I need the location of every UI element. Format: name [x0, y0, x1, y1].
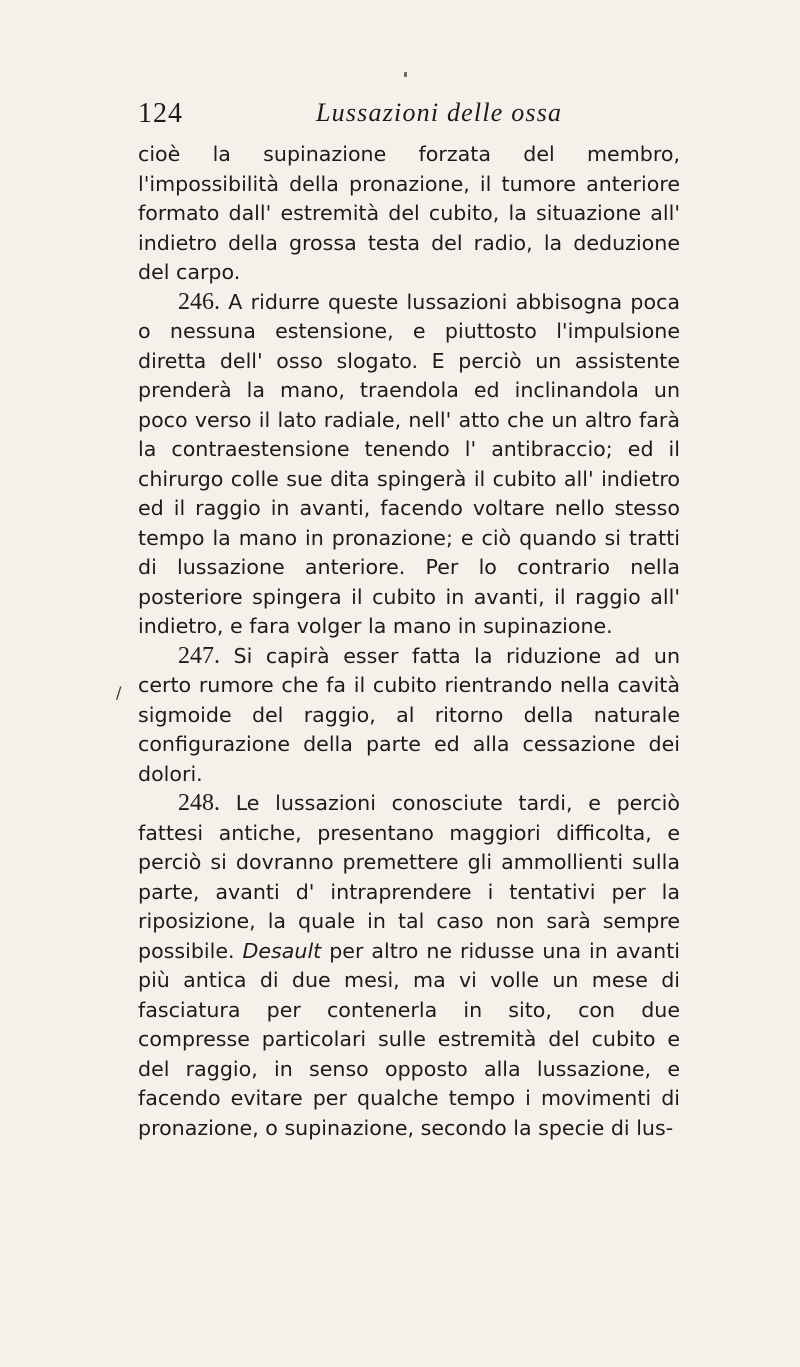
paragraph-continued: [138, 140, 680, 288]
paragraph-number: 248.: [178, 790, 220, 816]
paragraph-247: [138, 642, 680, 790]
paragraph-text: Le lussazioni conosciute tardi, e perciò fattesi antiche, presentano maggiori difficolta, e perciò si dovranno premettere gli ammollienti sulla parte, avanti d' intraprendere i tentativi per la riposizione, la quale in tal caso non sarà sempre possibile.: [138, 791, 680, 963]
paragraph-246: [138, 288, 680, 642]
paragraph-text: cioè la supinazione forzata del membro, l'impossibilità della pronazione, il tumore anteriore formato dall' estremità del cubito, la situazione all' indietro della grossa testa del radio, la deduzione del carpo.: [138, 142, 680, 284]
running-title: Lussazioni delle ossa: [316, 98, 563, 127]
body-text: [138, 140, 680, 1143]
ink-speck: [404, 72, 407, 77]
paragraph-number: 246.: [178, 288, 220, 315]
paragraph-number: 247.: [178, 642, 220, 669]
margin-mark: /: [116, 683, 122, 702]
paragraph-248: [138, 789, 680, 1143]
author-name: Desault: [242, 938, 322, 963]
paragraph-text: per altro ne ridusse una in avanti più antica di due mesi, ma vi volle un mese di fasciatura per contenerla in sito, con due compresse particolari sulle estremità del cubito e del raggio, in senso opposto alla lussazione, e facendo evitare per qualche tempo i movimenti di pronazione, o supinazione, secondo la specie di lus-: [138, 938, 680, 1140]
paragraph-text: A ridurre queste lussazioni abbisogna poca o nessuna estensione, e piuttosto l'impulsione diretta dell' osso slogato. E perciò un assistente prenderà la mano, traendola ed inclinandola un poco verso il lato radiale, nell' atto che un altro farà la contraestensione tenendo l' antibraccio; ed il chirurgo colle sue dita spingerà il cubito all' indietro ed il raggio in avanti, facendo voltare nello stesso tempo la mano in pronazione; e ciò quando si tratti di lussazione anteriore. Per lo contrario nella posteriore spingera il cubito in avanti, il raggio all' indietro, e fara volger la mano in supinazione.: [138, 289, 681, 638]
page-number: 124: [138, 98, 183, 129]
page-header: [138, 98, 678, 130]
paragraph-text: Si capirà esser fatta la riduzione ad un certo rumore che fa il cubito rientrando nella cavità sigmoide del raggio, al ritorno della naturale configurazione della parte ed alla cessazione dei dolori.: [138, 643, 680, 786]
